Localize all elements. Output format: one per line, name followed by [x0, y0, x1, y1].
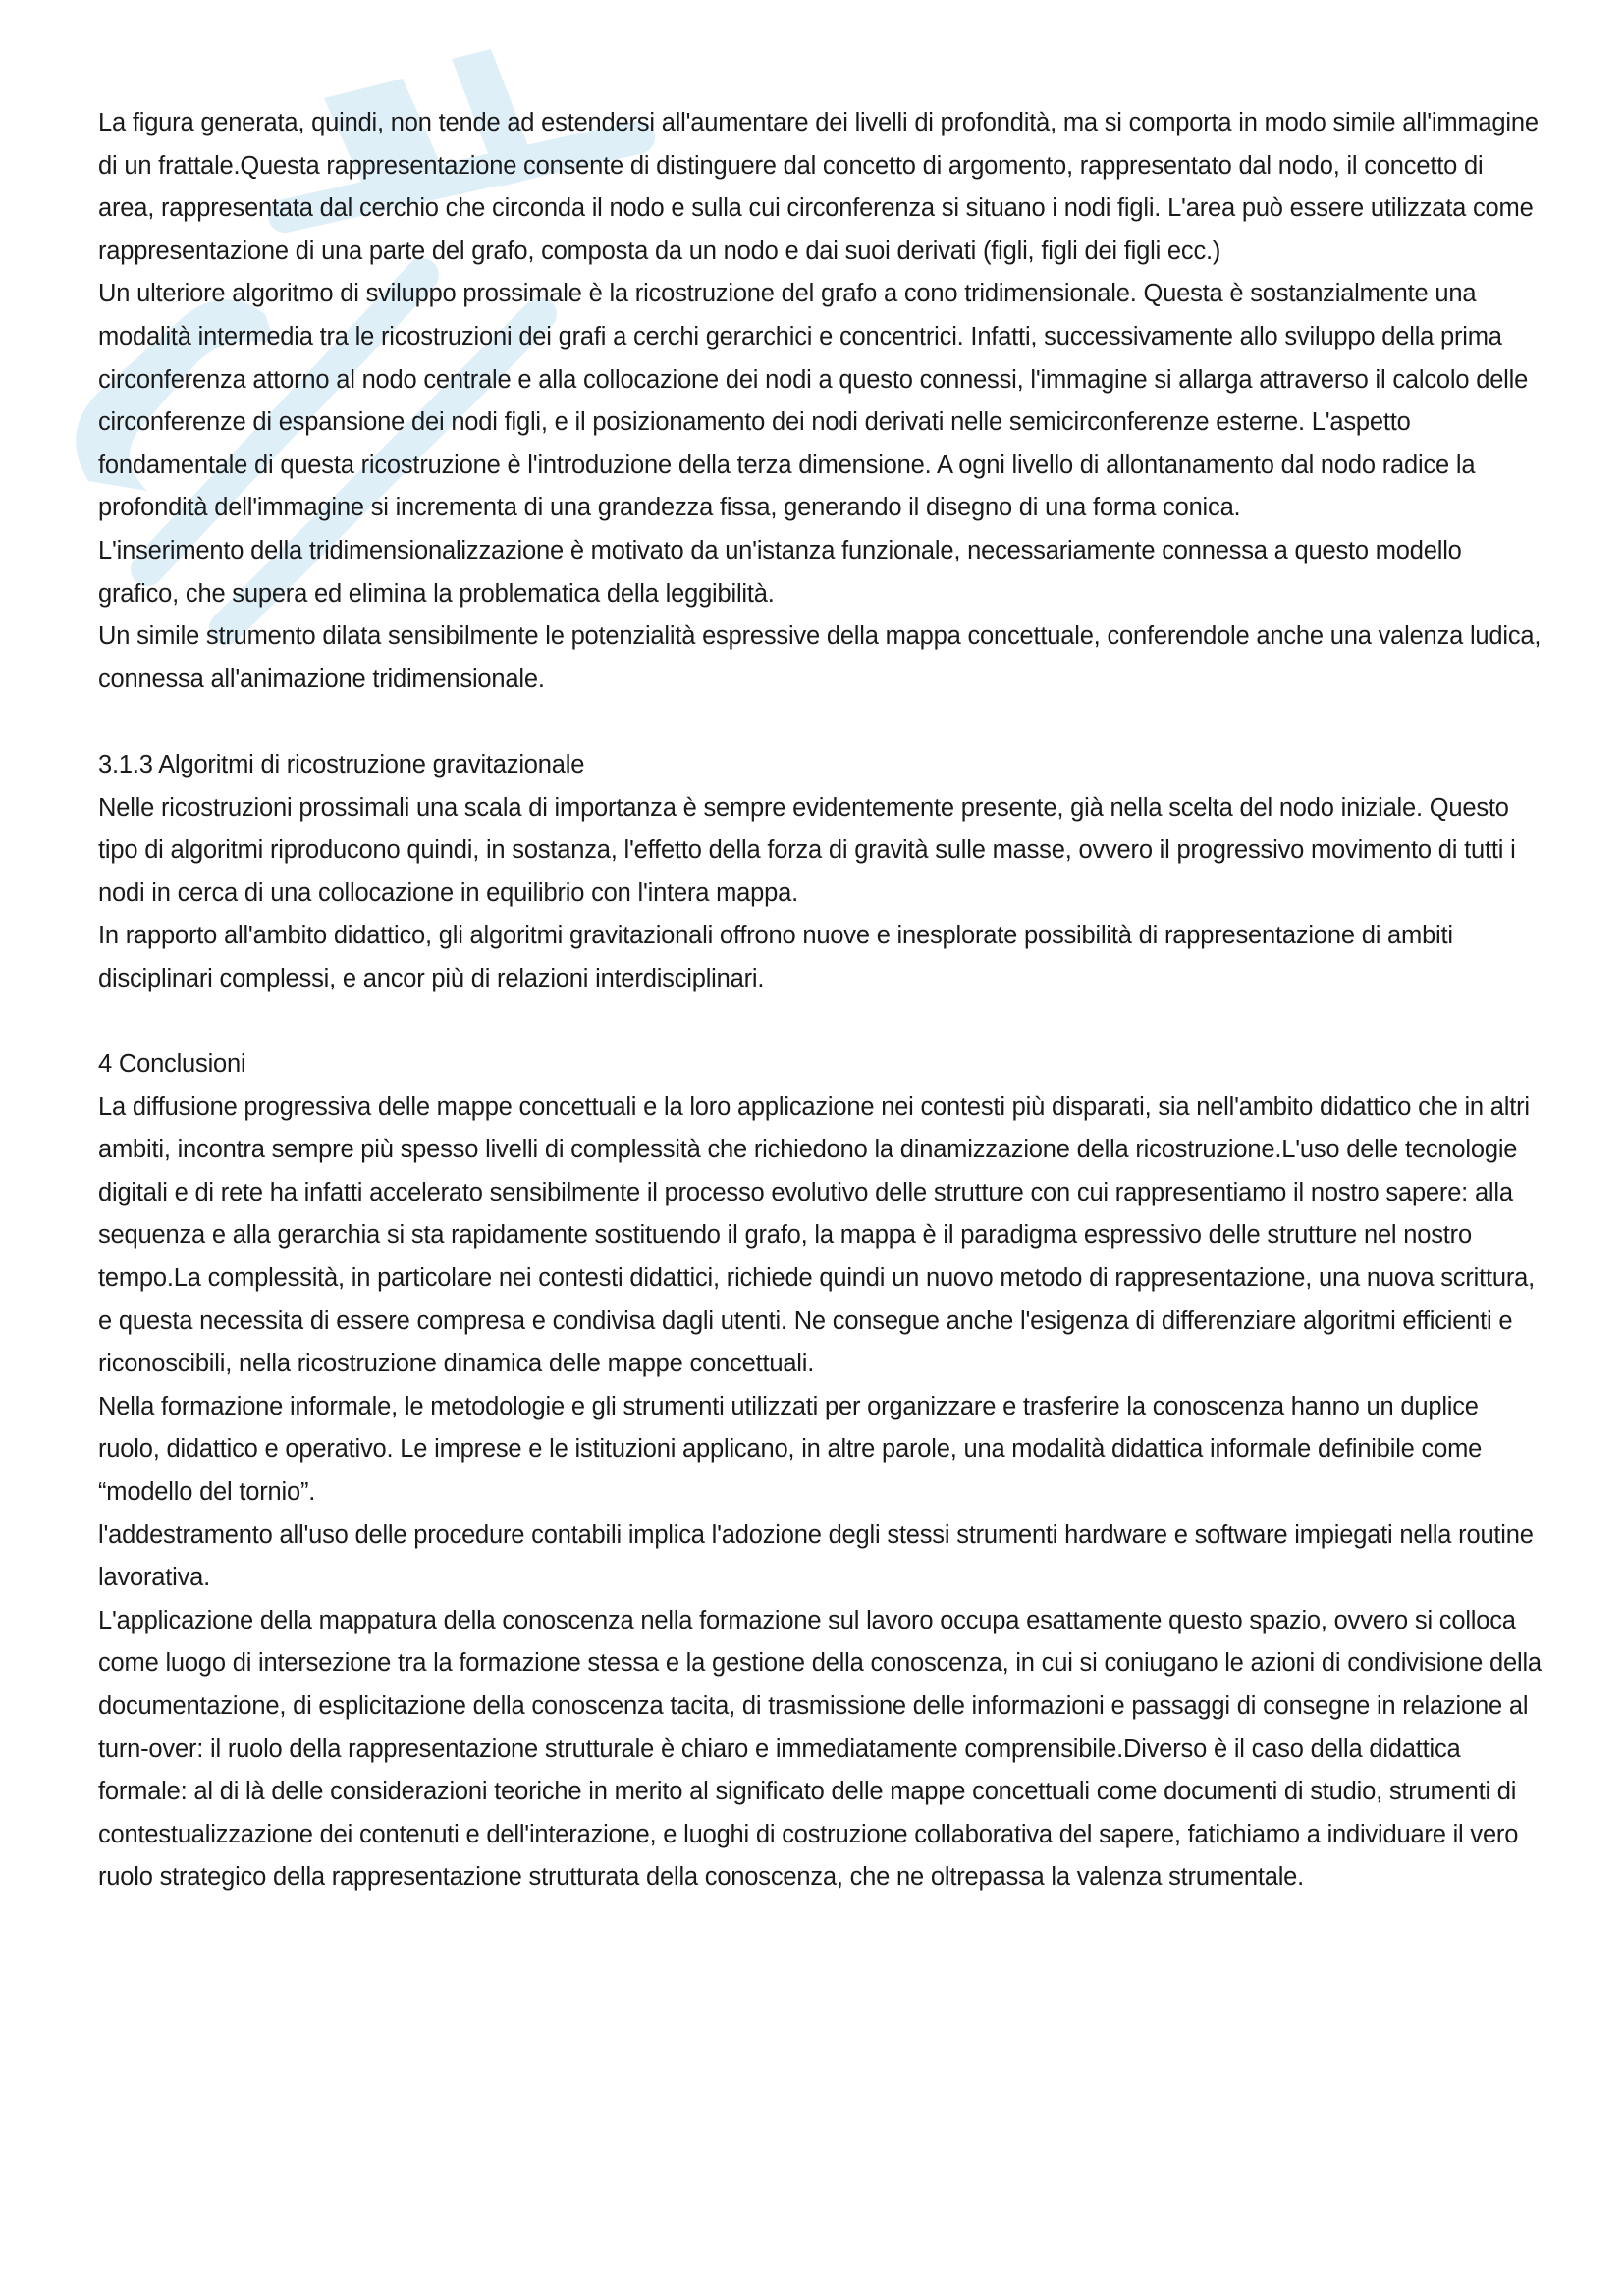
body-paragraph: Un ulteriore algoritmo di sviluppo prossimale è la ricostruzione del grafo a cono tridimensionale. Questa è sostanzialmente una modalità intermedia tra le ricostruzioni dei grafi a cerchi gerarchici e concentrici. Infatti, successivamente allo sviluppo della prima circonferenza attorno al nodo centrale e alla collocazione dei nodi a questo connessi, l'immagine si allarga attraverso il calcolo delle circonferenze di espansione dei nodi figli, e il posizionamento dei nodi derivati nelle semicirconferenze esterne. L'aspetto fondamentale di questa ricostruzione è l'introduzione della terza dimensione. A ogni livello di allontanamento dal nodo radice la profondità dell'immagine si incrementa di una grandezza fissa, generando il disegno di una forma conica.: [98, 280, 1529, 522]
body-paragraph: L'inserimento della tridimensionalizzazione è motivato da un'istanza funzionale, necessariamente connessa a questo modello grafico, che supera ed elimina la problematica della leggibilità.: [98, 536, 1462, 608]
body-paragraph: La diffusione progressiva delle mappe concettuali e la loro applicazione nei contesti più disparati, sia nell'ambito didattico che in altri ambiti, incontra sempre più spesso livelli di complessità che richiedono la dinamizzazione della ricostruzione.L'uso delle tecnologie digitali e di rete ha infatti accelerato sensibilmente il processo evolutivo delle strutture con cui rappresentiamo il nostro sapere: alla sequenza e alla gerarchia si sta rapidamente sostituendo il grafo, la mappa è il paradigma espressivo delle strutture nel nostro tempo.La complessità, in particolare nei contesti didattici, richiede quindi un nuovo metodo di rappresentazione, una nuova scrittura, e questa necessita di essere compresa e condivisa dagli utenti. Ne consegue anche l'esigenza di differenziare algoritmi efficienti e riconoscibili, nella ricostruzione dinamica delle mappe concettuali.: [98, 1093, 1535, 1378]
section-heading: 3.1.3 Algoritmi di ricostruzione gravitazionale: [98, 750, 585, 778]
body-paragraph: L'applicazione della mappatura della conoscenza nella formazione sul lavoro occupa esattamente questo spazio, ovvero si colloca come luogo di intersezione tra la formazione stessa e la gestione della conoscenza, in cui si coniugano le azioni di condivisione della documentazione, di esplicitazione della conoscenza tacita, di trasmissione delle informazioni e passaggi di consegne in relazione al turn-over: il ruolo della rappresentazione strutturale è chiaro e immediatamente comprensibile.Diverso è il caso della didattica formale: al di là delle considerazioni teoriche in merito al significato delle mappe concettuali come documenti di studio, strumenti di contestualizzazione dei contenuti e dell'interazione, e luoghi di costruzione collaborativa del sapere, fatichiamo a individuare il vero ruolo strategico della rappresentazione strutturata della conoscenza, che ne oltrepassa la valenza strumentale.: [98, 1606, 1542, 1892]
paragraph-spacer: [98, 701, 1543, 744]
body-paragraph: In rapporto all'ambito didattico, gli algoritmi gravitazionali offrono nuove e inesplorate possibilità di rappresentazione di ambiti disciplinari complessi, e ancor più di relazioni interdisciplinari.: [98, 922, 1453, 992]
paragraph-spacer: [98, 1000, 1543, 1043]
body-paragraph: l'addestramento all'uso delle procedure contabili implica l'adozione degli stessi strumenti hardware e software impiegati nella routine lavorativa.: [98, 1521, 1534, 1592]
body-paragraph: Nella formazione informale, le metodologie e gli strumenti utilizzati per organizzare e trasferire la conoscenza hanno un duplice ruolo, didattico e operativo. Le imprese e le istituzioni applicano, in altre parole, una modalità didattica informale definibile come “modello del tornio”.: [98, 1392, 1483, 1506]
section-heading: 4 Conclusioni: [98, 1050, 246, 1079]
body-paragraph: Nelle ricostruzioni prossimali una scala di importanza è sempre evidentemente presente, già nella scelta del nodo iniziale. Questo tipo di algoritmi riproducono quindi, in sostanza, l'effetto della forza di gravità sulle masse, ovvero il progressivo movimento di tutti i nodi in cerca di una collocazione in equilibrio con l'intera mappa.: [98, 793, 1516, 907]
body-paragraph: La figura generata, quindi, non tende ad estendersi all'aumentare dei livelli di profondità, ma si comporta in modo simile all'immagine di un frattale.Questa rappresentazione consente di distinguere dal concetto di argomento, rappresentato dal nodo, il concetto di area, rappresentata dal cerchio che circonda il nodo e sulla cui circonferenza si situano i nodi figli. L'area può essere utilizzata come rappresentazione di una parte del grafo, composta da un nodo e dai suoi derivati (figli, figli dei figli ecc.): [98, 109, 1539, 265]
body-paragraph: Un simile strumento dilata sensibilmente le potenzialità espressive della mappa concettuale, conferendole anche una valenza ludica, connessa all'animazione tridimensionale.: [98, 622, 1542, 693]
document-page: [98, 102, 1543, 1899]
